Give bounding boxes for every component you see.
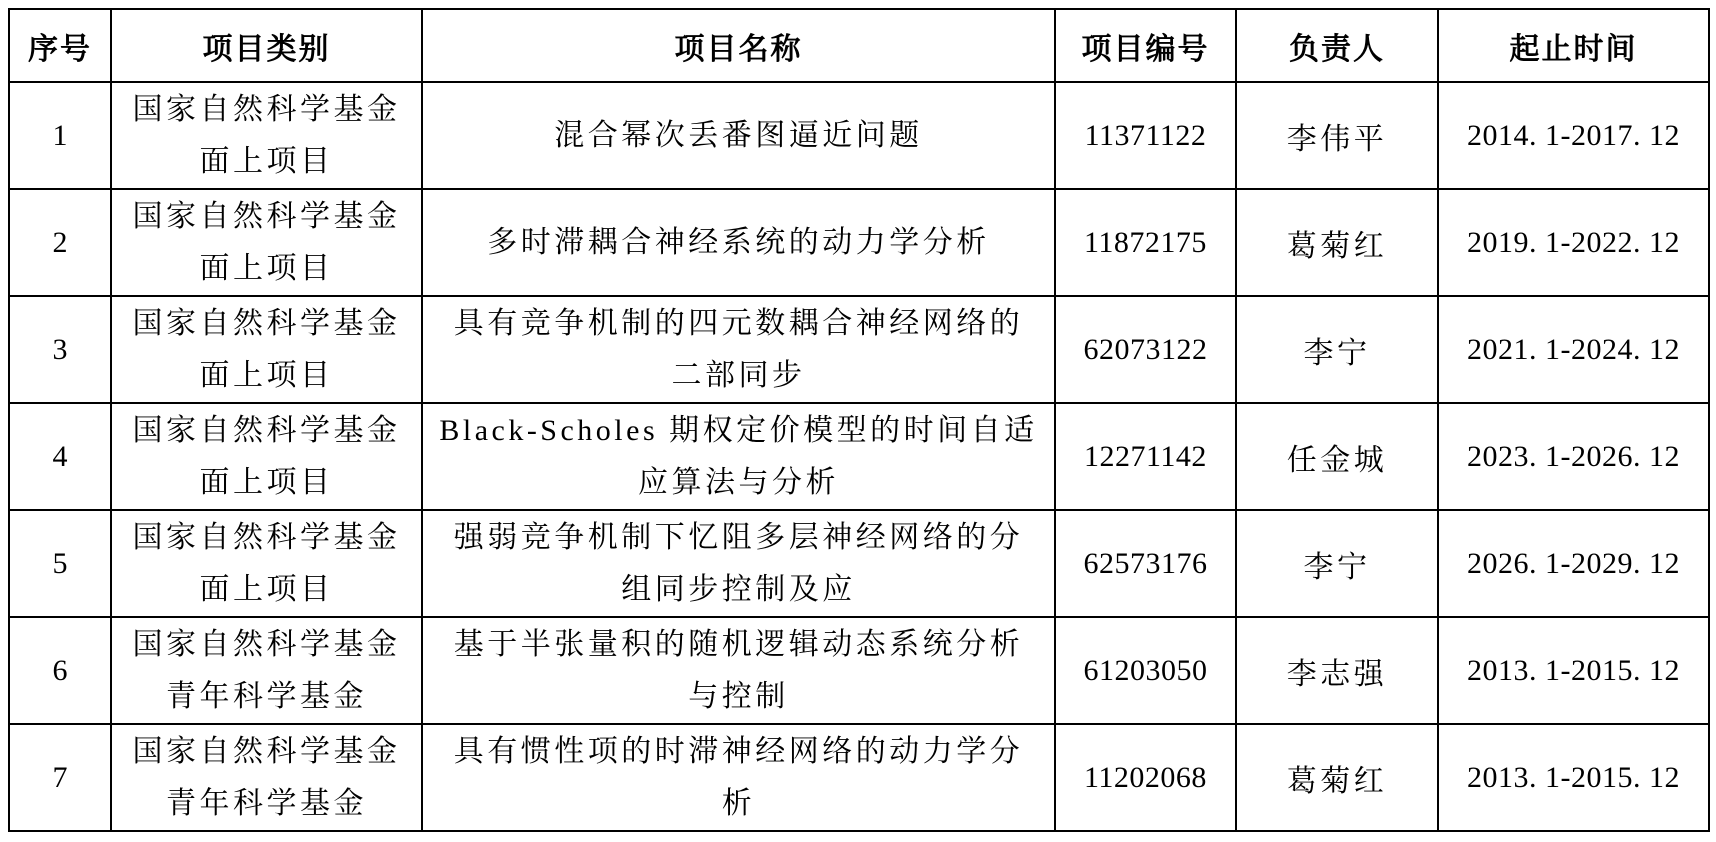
category-line: 国家自然科学基金: [132, 306, 401, 340]
number-cell: 61203050: [1055, 617, 1236, 724]
seq-cell: 7: [9, 724, 111, 831]
name-line: 基于半张量积的随机逻辑动态系统分析: [453, 627, 1024, 661]
table-body: [9, 82, 1709, 831]
name-cell: [422, 510, 1055, 617]
seq-cell: 2: [9, 189, 111, 296]
period-cell: 2026. 1-2029. 12: [1438, 510, 1709, 617]
leader-cell: 李宁: [1236, 296, 1438, 403]
number-cell: 62073122: [1055, 296, 1236, 403]
leader-cell: 葛菊红: [1236, 189, 1438, 296]
category-cell: [111, 617, 422, 724]
table-row: [9, 510, 1709, 617]
name-cell: [422, 82, 1055, 189]
table-row: [9, 296, 1709, 403]
name-line: 具有惯性项的时滞神经网络的动力学分: [453, 734, 1024, 768]
category-line: 国家自然科学基金: [132, 734, 401, 768]
seq-cell: 3: [9, 296, 111, 403]
period-cell: 2023. 1-2026. 12: [1438, 403, 1709, 510]
name-cell: [422, 296, 1055, 403]
category-line: 国家自然科学基金: [132, 92, 401, 126]
seq-cell: 5: [9, 510, 111, 617]
name-line: 强弱竞争机制下忆阻多层神经网络的分: [453, 520, 1024, 554]
name-line: 二部同步: [671, 358, 806, 392]
category-cell: [111, 724, 422, 831]
name-cell: [422, 724, 1055, 831]
category-cell: [111, 510, 422, 617]
category-cell: [111, 189, 422, 296]
category-cell: [111, 82, 422, 189]
name-line: Black-Scholes 期权定价模型的时间自适: [439, 413, 1038, 447]
category-line: 面上项目: [199, 465, 334, 499]
seq-cell: 1: [9, 82, 111, 189]
leader-cell: 葛菊红: [1236, 724, 1438, 831]
number-cell: 12271142: [1055, 403, 1236, 510]
category-line: 国家自然科学基金: [132, 413, 401, 447]
col-header-leader: 负责人: [1236, 9, 1438, 82]
category-line: 面上项目: [199, 144, 334, 178]
category-line: 面上项目: [199, 358, 334, 392]
category-line: 青年科学基金: [166, 679, 367, 713]
leader-cell: 李志强: [1236, 617, 1438, 724]
name-line: 混合幂次丢番图逼近问题: [554, 118, 923, 152]
table-header: [9, 9, 1709, 82]
name-cell: [422, 189, 1055, 296]
col-header-period: 起止时间: [1438, 9, 1709, 82]
table-row: [9, 724, 1709, 831]
table-row: [9, 189, 1709, 296]
category-line: 面上项目: [199, 251, 334, 285]
projects-table: [8, 8, 1710, 832]
name-line: 应算法与分析: [638, 465, 839, 499]
category-line: 面上项目: [199, 572, 334, 606]
number-cell: 11371122: [1055, 82, 1236, 189]
name-line: 析: [721, 786, 756, 820]
name-line: 多时滞耦合神经系统的动力学分析: [487, 225, 990, 259]
number-cell: 11202068: [1055, 724, 1236, 831]
period-cell: 2021. 1-2024. 12: [1438, 296, 1709, 403]
leader-cell: 任金城: [1236, 403, 1438, 510]
name-cell: [422, 617, 1055, 724]
seq-cell: 4: [9, 403, 111, 510]
number-cell: 62573176: [1055, 510, 1236, 617]
col-header-name: 项目名称: [422, 9, 1055, 82]
name-line: 与控制: [688, 679, 789, 713]
table-row: [9, 617, 1709, 724]
col-header-number: 项目编号: [1055, 9, 1236, 82]
name-line: 具有竞争机制的四元数耦合神经网络的: [453, 306, 1024, 340]
seq-cell: 6: [9, 617, 111, 724]
period-cell: 2014. 1-2017. 12: [1438, 82, 1709, 189]
header-row: [9, 9, 1709, 82]
period-cell: 2019. 1-2022. 12: [1438, 189, 1709, 296]
leader-cell: 李宁: [1236, 510, 1438, 617]
name-line: 组同步控制及应: [621, 572, 856, 606]
table-row: [9, 403, 1709, 510]
category-cell: [111, 403, 422, 510]
category-line: 青年科学基金: [166, 786, 367, 820]
category-cell: [111, 296, 422, 403]
leader-cell: 李伟平: [1236, 82, 1438, 189]
category-line: 国家自然科学基金: [132, 627, 401, 661]
col-header-seq: 序号: [9, 9, 111, 82]
col-header-category: 项目类别: [111, 9, 422, 82]
category-line: 国家自然科学基金: [132, 199, 401, 233]
category-line: 国家自然科学基金: [132, 520, 401, 554]
number-cell: 11872175: [1055, 189, 1236, 296]
table-row: [9, 82, 1709, 189]
period-cell: 2013. 1-2015. 12: [1438, 617, 1709, 724]
period-cell: 2013. 1-2015. 12: [1438, 724, 1709, 831]
name-cell: [422, 403, 1055, 510]
